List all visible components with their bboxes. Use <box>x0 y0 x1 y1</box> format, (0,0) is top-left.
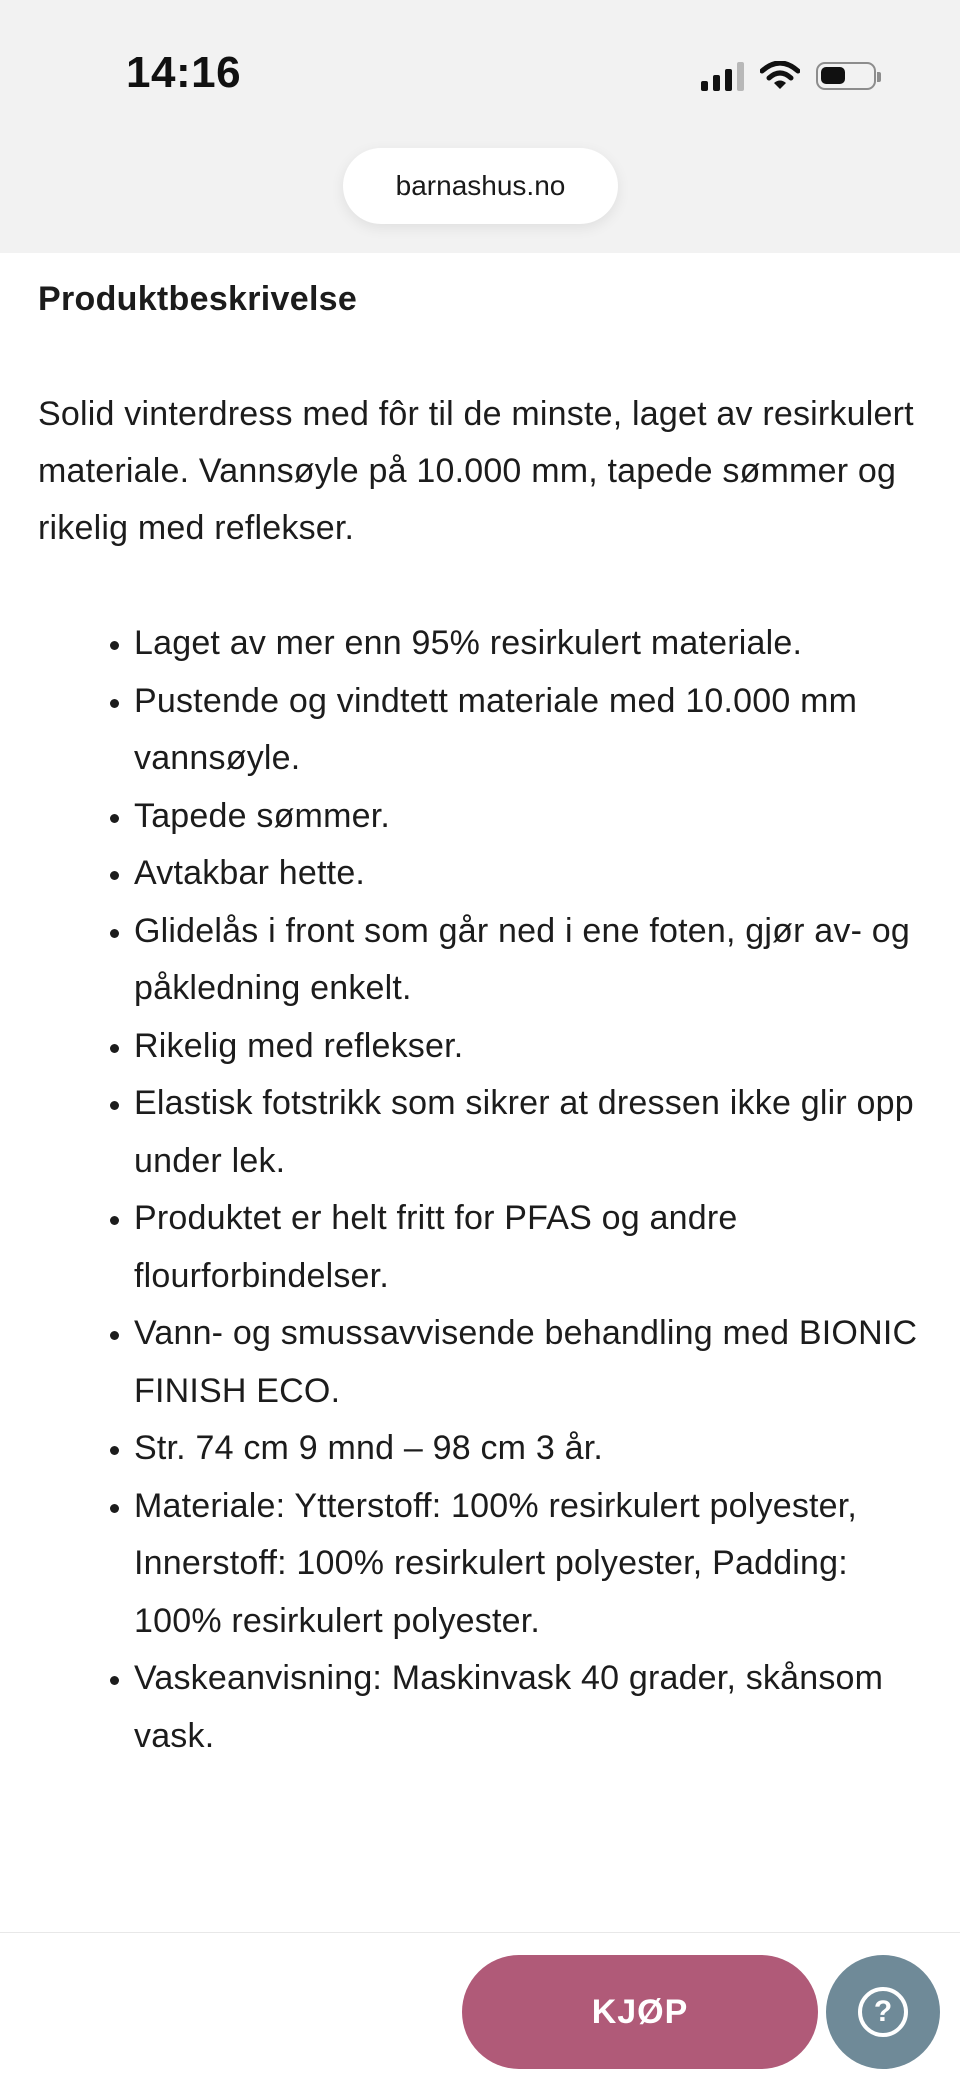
status-bar <box>0 0 960 253</box>
question-circle-icon: ? <box>858 1987 908 2037</box>
wifi-icon <box>760 61 800 91</box>
buy-button[interactable]: KJØP <box>462 1955 818 2069</box>
url-text: barnashus.no <box>395 170 566 201</box>
feature-item: • Vann- og smussavvisende behandling med BIONIC FINISH ECO. <box>134 1305 928 1420</box>
feature-item: • Avtakbar hette. <box>134 845 928 903</box>
feature-item: • Str. 74 cm 9 mnd – 98 cm 3 år. <box>134 1420 928 1478</box>
feature-item: • Pustende og vindtett materiale med 10.000 mm vannsøyle. <box>134 673 928 788</box>
product-description <box>38 268 928 1765</box>
feature-item: • Tapede sømmer. <box>134 788 928 846</box>
system-icons <box>701 58 876 94</box>
feature-item: • Laget av mer enn 95% resirkulert materiale. <box>134 615 928 673</box>
status-time: 14:16 <box>126 48 242 97</box>
feature-item: • Produktet er helt fritt for PFAS og andre flourforbindelser. <box>134 1190 928 1305</box>
feature-list <box>38 615 928 1765</box>
battery-icon <box>816 62 876 90</box>
bottom-action-bar <box>0 1932 960 2088</box>
feature-item: • Materiale: Ytterstoff: 100% resirkulert polyester, Innerstoff: 100% resirkulert polyester, Padding: 100% resirkulert polyester. <box>134 1478 928 1651</box>
cellular-signal-icon <box>701 61 744 91</box>
feature-item: • Vaskeanvisning: Maskinvask 40 grader, skånsom vask. <box>134 1650 928 1765</box>
help-button[interactable] <box>826 1955 940 2069</box>
feature-item: • Elastisk fotstrikk som sikrer at dressen ikke glir opp under lek. <box>134 1075 928 1190</box>
feature-item: • Glidelås i front som går ned i ene foten, gjør av- og påkledning enkelt. <box>134 903 928 1018</box>
address-bar[interactable] <box>343 148 618 224</box>
feature-item: • Rikelig med reflekser. <box>134 1018 928 1076</box>
description-intro: Solid vinterdress med fôr til de minste, laget av resirkulert materiale. Vannsøyle på 10.000 mm, tapede sømmer og rikelig med reflekser. <box>38 395 914 547</box>
description-heading: Produktbeskrivelse <box>38 280 358 318</box>
